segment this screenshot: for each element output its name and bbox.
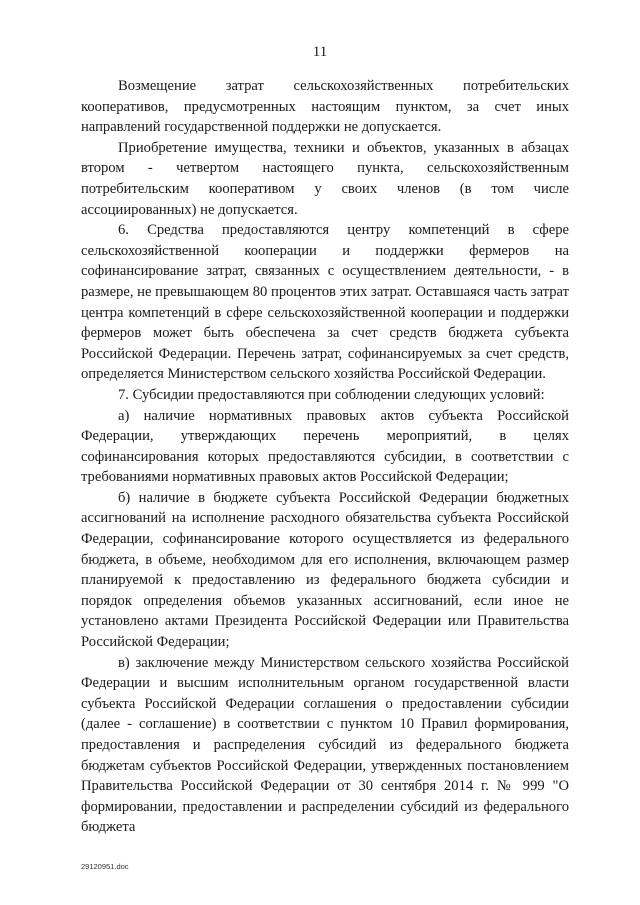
document-body <box>81 76 569 838</box>
paragraph: в) заключение между Министерством сельского хозяйства Российской Федерации и высшим исполнительным органом государственной власти субъекта Российской Федерации соглашения о предоставлении субсидии (далее - соглашение) в соответствии с пунктом 10 Правил формирования, предоставления и распределения субсидий из федерального бюджета бюджетам субъектов Российской Федерации, утвержденных постановлением Правительства Российской Федерации от 30 сентября 2014 г. № 999 "О формировании, предоставлении и распределении субсидий из федерального бюджета <box>81 654 569 836</box>
paragraph: 7. Субсидии предоставляются при соблюдении следующих условий: <box>118 386 545 403</box>
page-number: 11 <box>312 44 328 60</box>
footer-filename: 29120951.doc <box>81 862 129 871</box>
paragraph: Возмещение затрат сельскохозяйственных потребительских кооперативов, предусмотренных настоящим пунктом, за счет иных направлений государственной поддержки не допускается. <box>81 78 569 136</box>
paragraph: 6. Средства предоставляются центру компетенций в сфере сельскохозяйственной кооперации и поддержки фермеров на софинансирование затрат, связанных с осуществлением деятельности, - в размере, не превышающем 80 процентов этих затрат. Оставшаяся часть затрат центра компетенций в сфере сельскохозяйственной кооперации и поддержки фермеров может быть обеспечена за счет средств бюджета субъекта Российской Федерации. Перечень затрат, софинансируемых за счет средств, определяется Министерством сельского хозяйства Российской Федерации. <box>81 222 569 383</box>
paragraph: б) наличие в бюджете субъекта Российской Федерации бюджетных ассигнований на исполнение расходного обязательства субъекта Российской Федерации, софинансирование которого осуществляется из федерального бюджета, в объеме, необходимом для его исполнения, включающем размер планируемой к предоставлению из федерального бюджета субсидии и порядок определения объемов указанных ассигнований, если иное не установлено актами Президента Российской Федерации или Правительства Российской Федерации; <box>81 489 569 651</box>
paragraph: а) наличие нормативных правовых актов субъекта Российской Федерации, утверждающих перечень мероприятий, в целях софинансирования которых предоставляются субсидии, в соответствии с требованиями нормативных правовых актов Российской Федерации; <box>81 407 569 486</box>
paragraph: Приобретение имущества, техники и объектов, указанных в абзацах втором - четвертом настоящего пункта, сельскохозяйственным потребительским кооперативом у своих членов (в том числе ассоциированных) не допускается. <box>81 139 569 218</box>
